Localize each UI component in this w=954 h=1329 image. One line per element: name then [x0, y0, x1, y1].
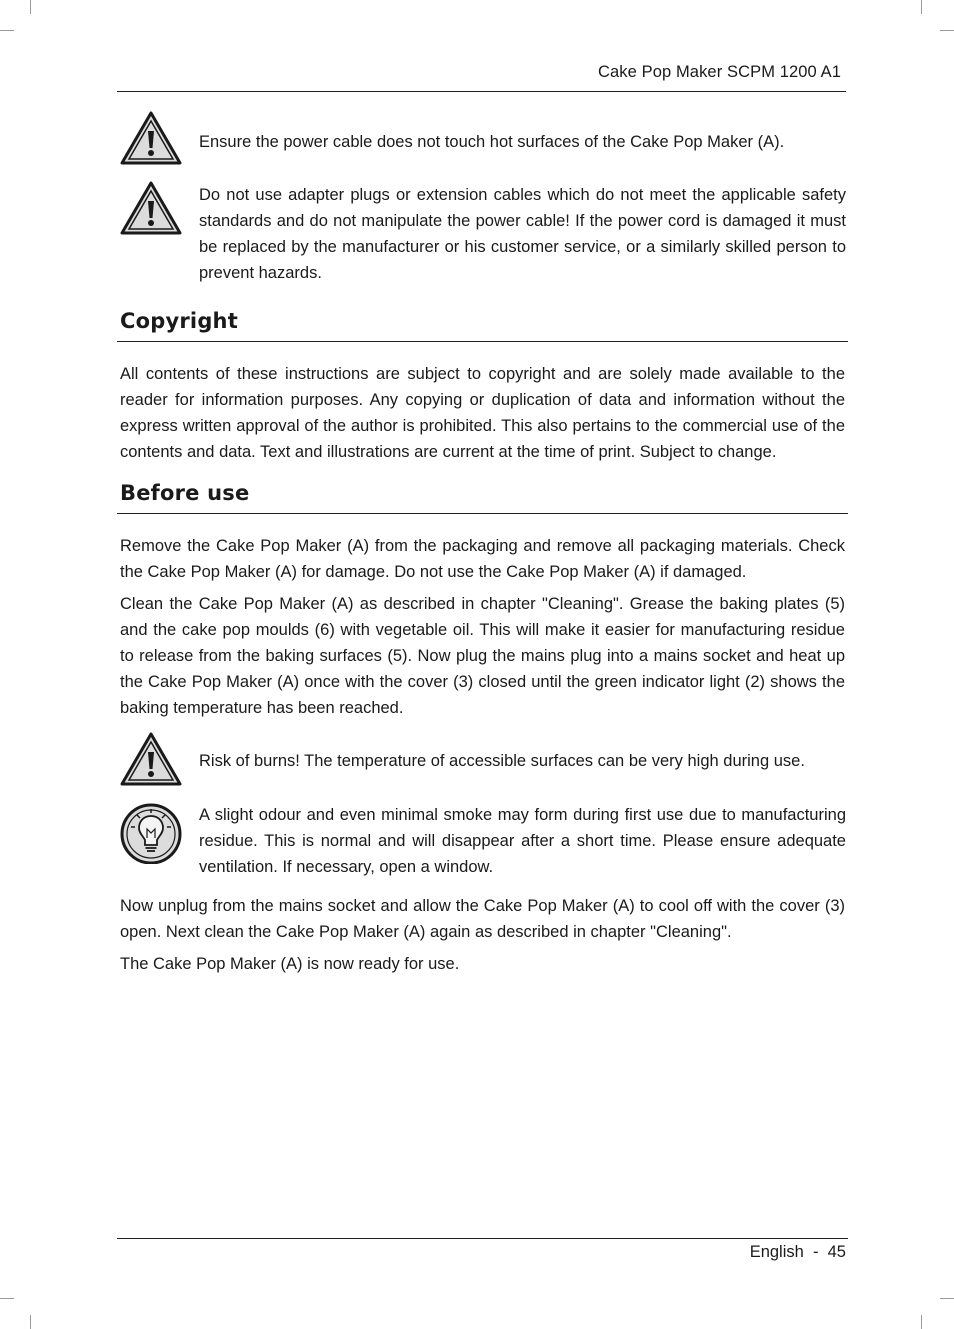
tip-note — [120, 802, 846, 880]
crop-mark — [30, 1315, 31, 1329]
page-header-title: Cake Pop Maker SCPM 1200 A1 — [598, 63, 841, 81]
warning-triangle-icon — [120, 111, 182, 167]
footer-divider — [117, 1238, 848, 1239]
copyright-paragraph: All contents of these instructions are subject to copyright and are solely made available to the reader for information purposes. Any copying or duplication of data and information without the express written approval of the author is prohibited. This also pertains to the commercial use of the contents and data. Text and illustrations are current at the time of print. Subject to change. — [120, 365, 845, 461]
crop-mark — [921, 1315, 922, 1329]
lightbulb-icon — [120, 802, 182, 858]
crop-mark — [0, 30, 14, 31]
page-footer: English - 45 — [749, 1243, 846, 1261]
header-divider — [117, 91, 846, 92]
section-divider — [117, 513, 848, 514]
warning-note — [120, 111, 846, 167]
before-use-paragraph: Remove the Cake Pop Maker (A) from the packaging and remove all packaging materials. Check the Cake Pop Maker (A) for damage. Do not use the Cake Pop Maker (A) if damaged. — [120, 537, 845, 581]
warning-note-text: Do not use adapter plugs or extension cables which do not meet the applicable safety standards and do not manipulate the power cable! If the power cord is damaged it must be replaced by the manufacturer or his customer service, or a similarly skilled person to prevent hazards. — [199, 186, 846, 282]
crop-mark — [940, 1298, 954, 1299]
section-heading-copyright: Copyright — [120, 309, 238, 333]
section-divider — [117, 341, 848, 342]
section-heading-before-use: Before use — [120, 481, 250, 505]
warning-note-text: Risk of burns! The temperature of accessible surfaces can be very high during use. — [199, 752, 805, 770]
crop-mark — [940, 30, 954, 31]
warning-triangle-icon — [120, 732, 182, 788]
warning-note — [120, 732, 846, 788]
tip-note-text: A slight odour and even minimal smoke may form during first use due to manufacturing residue. This is normal and will disappear after a short time. Please ensure adequate ventilation. If necessary, open a window. — [199, 806, 846, 876]
before-use-paragraph: The Cake Pop Maker (A) is now ready for use. — [120, 955, 460, 973]
before-use-paragraph: Clean the Cake Pop Maker (A) as described in chapter "Cleaning". Grease the baking plates (5) and the cake pop moulds (6) with vegetable oil. This will make it easier for manufacturing residue to release from the baking surfaces (5). Now plug the mains plug into a mains socket and heat up the Cake Pop Maker (A) once with the cover (3) closed until the green indicator light (2) shows the baking temperature has been reached. — [120, 595, 845, 717]
before-use-paragraph: Now unplug from the mains socket and allow the Cake Pop Maker (A) to cool off with the cover (3) open. Next clean the Cake Pop Maker (A) again as described in chapter "Cleaning". — [120, 897, 845, 941]
crop-mark — [0, 1298, 14, 1299]
warning-note — [120, 181, 846, 286]
warning-note-text: Ensure the power cable does not touch hot surfaces of the Cake Pop Maker (A). — [199, 133, 785, 151]
crop-mark — [30, 0, 31, 14]
warning-triangle-icon — [120, 181, 182, 237]
crop-mark — [921, 0, 922, 14]
